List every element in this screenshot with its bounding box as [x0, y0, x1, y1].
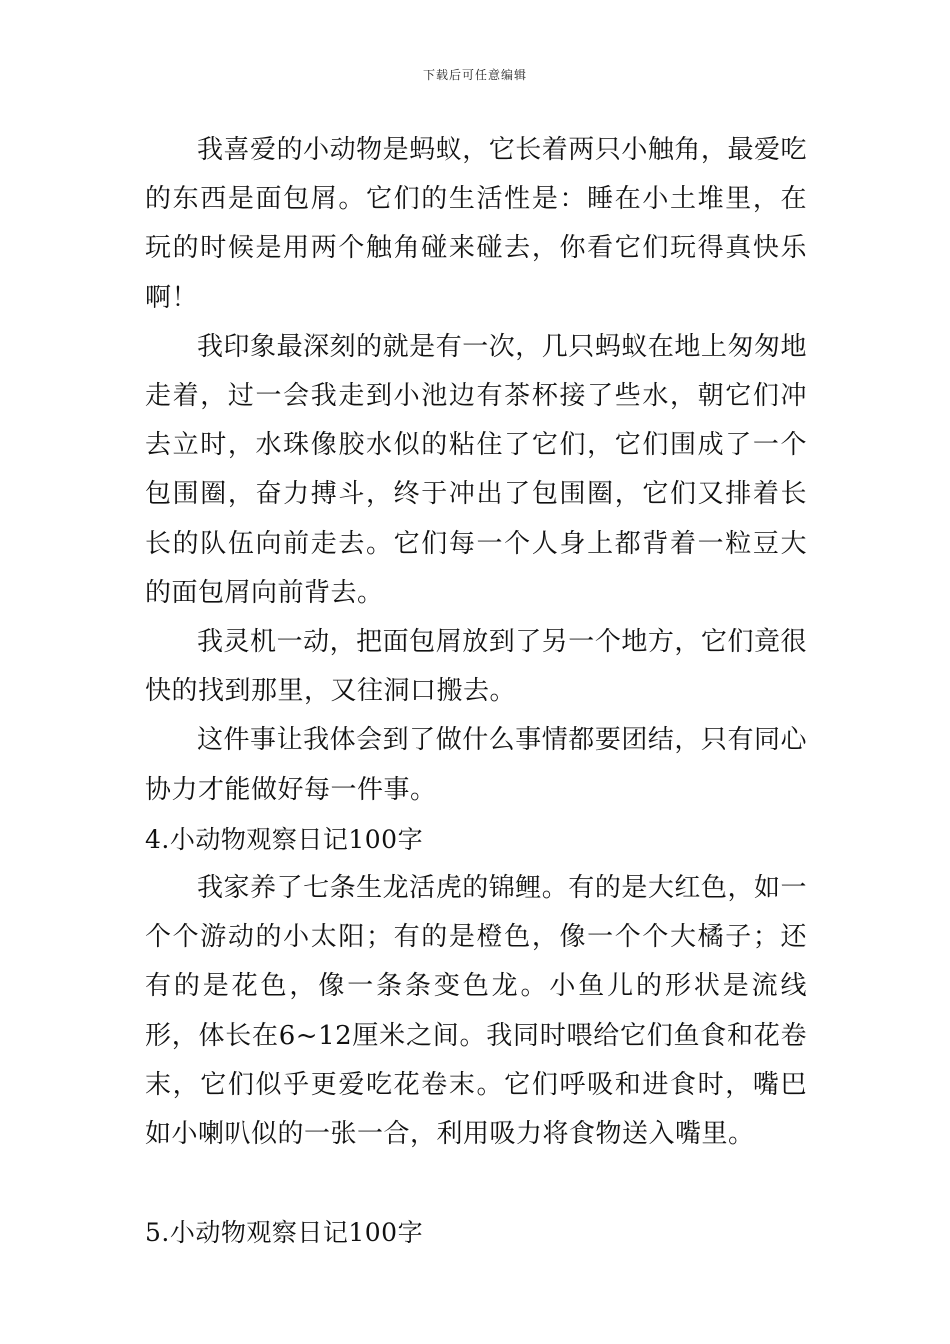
section-heading-4: 4.小动物观察日记100字 — [145, 824, 424, 854]
header-note: 下载后可任意编辑 — [422, 68, 527, 82]
section-heading-5: 5.小动物观察日记100字 — [145, 1218, 424, 1248]
paragraph-ants-lesson: 这件事让我体会到了做什么事情都要团结，只有同心协力才能做好每一件事。 — [145, 725, 807, 805]
paragraph-koi: 我家养了七条生龙活虎的锦鲤。有的是大红色，如一个个游动的小太阳；有的是橙色，像一个个大橘子；还有的是花色，像一条条变色龙。小鱼儿的形状是流线形，体长在6~12厘米之间。我同时喂给它们鱼食和花卷末，它们似乎更爱吃花卷末。它们呼吸和进食时，嘴巴如小喇叭似的一张一合，利用吸力将食物送入嘴里。 — [145, 873, 807, 1150]
document-body — [145, 126, 807, 1257]
paragraph-ants-memory: 我印象最深刻的就是有一次，几只蚂蚁在地上匆匆地走着，过一会我走到小池边有茶杯接了些水，朝它们冲去立时，水珠像胶水似的粘住了它们，它们围成了一个包围圈，奋力搏斗，终于冲出了包围圈，它们又排着长长的队伍向前走去。它们每一个人身上都背着一粒豆大的面包屑向前背去。 — [145, 331, 807, 608]
blank-line — [145, 1159, 807, 1208]
paragraph-ants-experiment: 我灵机一动，把面包屑放到了另一个地方，它们竟很快的找到那里，又往洞口搬去。 — [145, 627, 807, 707]
paragraph-ants-intro: 我喜爱的小动物是蚂蚁，它长着两只小触角，最爱吃的东西是面包屑。它们的生活性是：睡在小土堆里，在玩的时候是用两个触角碰来碰去，你看它们玩得真快乐啊！ — [145, 135, 807, 313]
